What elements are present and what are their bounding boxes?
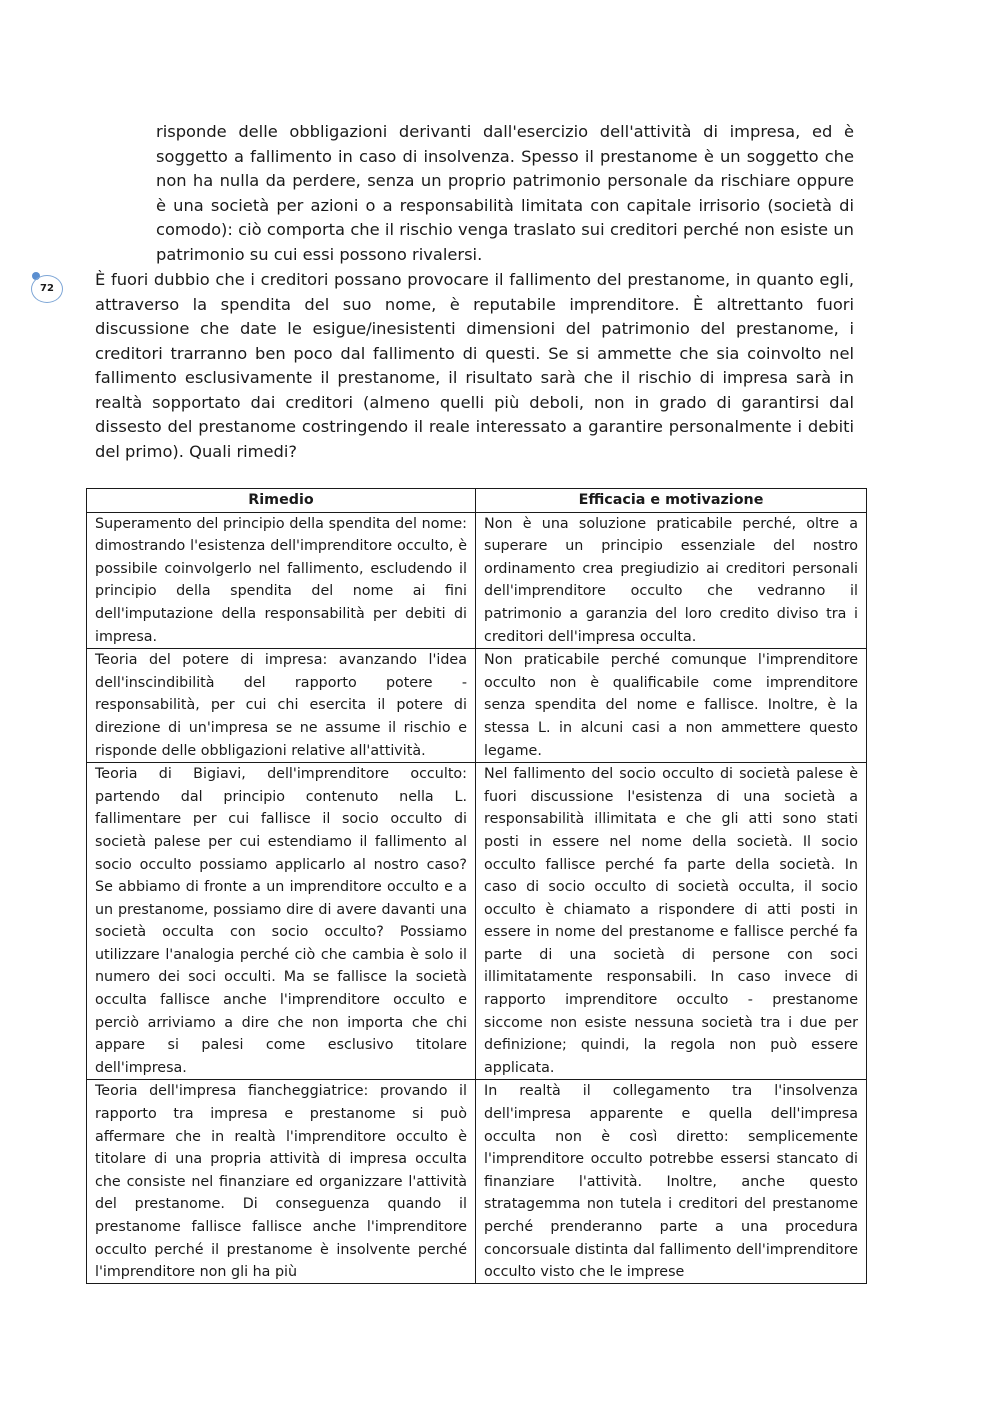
main-paragraph: È fuori dubbio che i creditori possano provocare il fallimento del prestanome, in quanto egli, attraverso la spendita del suo nome, è reputabile imprenditore. È altrettanto fuori discussione che date le esigue/inesistenti dimensioni del patrimonio del prestanome, i creditori trarranno ben poco dal fallimento di questi. Se si ammette che sia coinvolto nel fallimento esclusivamente il prestanome, il risultato sarà che il rischio di impresa sarà in realtà sopportato dai creditori (almeno quelli più deboli, non in grado di garantirsi dal dissesto del prestanome costringendo il reale interessato a garantire personalmente i debiti del primo). Quali rimedi? <box>95 270 854 461</box>
efficacy-cell: Nel fallimento del socio occulto di società palese è fuori discussione l'esistenza di una società a responsabilità illimitata e che gli atti sono stati posti in essere nel nome della società. Il socio occulto fallisce perché fa parte della società. In caso di socio occulto di società occulta, il socio occulto è chiamato a rispondere di atti posti in essere in nome del prestanome e fallisce perché fa parte di una società di persone con soci illimitatamente responsabili. In caso invece di rapporto imprenditore occulto - prestanome siccome non esiste nessuna società tra i due per definizione; quindi, la regola non può essere applicata. <box>476 763 867 1080</box>
remedy-cell-text: Teoria dell'impresa fiancheggiatrice: provando il rapporto tra impresa e prestanome si può affermare che in realtà l'imprenditore occulto è titolare di una propria attività di impresa occulta che consiste nel finanziare ed organizzare l'attività del prestanome. Di conseguenza quando il prestanome fallisce fallisce anche l'imprenditore occulto perché il prestanome è insolvente perché l'imprenditore non gli ha più <box>95 1083 467 1281</box>
remedies-table <box>86 488 867 1284</box>
table-row <box>87 649 867 763</box>
header-efficacy: Efficacia e motivazione <box>476 489 867 513</box>
efficacy-cell <box>476 1080 867 1284</box>
remedy-cell: Teoria di Bigiavi, dell'imprenditore occulto: partendo dal principio contenuto nella L. fallimentare per cui fallisce il socio occulto di società palese per cui estendiamo il fallimento al socio occulto possiamo applicarlo al nostro caso? Se abbiamo di fronte a un imprenditore occulto e a un prestanome, possiamo dire di avere davanti una società occulta con socio occulto? Possiamo utilizzare l'analogia perché ciò che cambia è solo il numero dei soci occulti. Ma se fallisce la società occulta fallisce anche l'imprenditore occulto e perciò arriviamo a dire che non importa che chi appare si palesi come esclusivo titolare dell'impresa. <box>87 763 476 1080</box>
table-header-row <box>87 489 867 513</box>
remedy-cell: Superamento del principio della spendita del nome: dimostrando l'esistenza dell'imprenditore occulto, è possibile coinvolgerlo nel fallimento, escludendo il principio della spendita del nome ai fini dell'imputazione della responsabilità per debiti di impresa. <box>87 512 476 649</box>
table-row <box>87 763 867 1080</box>
table-row <box>87 1080 867 1284</box>
indented-paragraph: risponde delle obbligazioni derivanti dall'esercizio dell'attività di impresa, ed è soggetto a fallimento in caso di insolvenza. Spesso il prestanome è un soggetto che non ha nulla da perdere, senza un proprio patrimonio personale da rischiare oppure è una società per azioni o a responsabilità limitata con capitale irrisorio (società di comodo): ciò comporta che il rischio venga traslato sui creditori perché non esiste un patrimonio su cui essi possono rivalersi. <box>156 122 854 264</box>
remedy-cell <box>87 1080 476 1284</box>
efficacy-cell-text: In realtà il collegamento tra l'insolvenza dell'impresa apparente e quella dell'impresa occulta non è così diretto: semplicemente l'imprenditore occulto potrebbe essersi stancato di finanziare l'attività. Inoltre, anche questo stratagemma non tutela i creditori del prestanome perché prenderanno parte a una procedura concorsuale distinta dal fallimento dell'imprenditore occulto visto che le imprese <box>484 1083 858 1281</box>
efficacy-cell: Non praticabile perché comunque l'imprenditore occulto non è qualificabile come imprenditore senza spendita del nome e fallisce. Inoltre, è la stessa L. in alcuni casi a non ammettere questo legame. <box>476 649 867 763</box>
header-remedy: Rimedio <box>87 489 476 513</box>
page-number: 72 <box>31 275 63 303</box>
remedy-cell: Teoria del potere di impresa: avanzando l'idea dell'inscindibilità del rapporto potere - responsabilità, per cui chi esercita il potere di direzione di un'impresa se ne assume il rischio e risponde delle obbligazioni relative all'attività. <box>87 649 476 763</box>
efficacy-cell: Non è una soluzione praticabile perché, oltre a superare un principio essenziale del nostro ordinamento crea pregiudizio ai creditori personali dell'imprenditore occulto che vedranno il patrimonio a garanzia del loro credito diviso tra i creditori dell'impresa occulta. <box>476 512 867 649</box>
table-row <box>87 512 867 649</box>
